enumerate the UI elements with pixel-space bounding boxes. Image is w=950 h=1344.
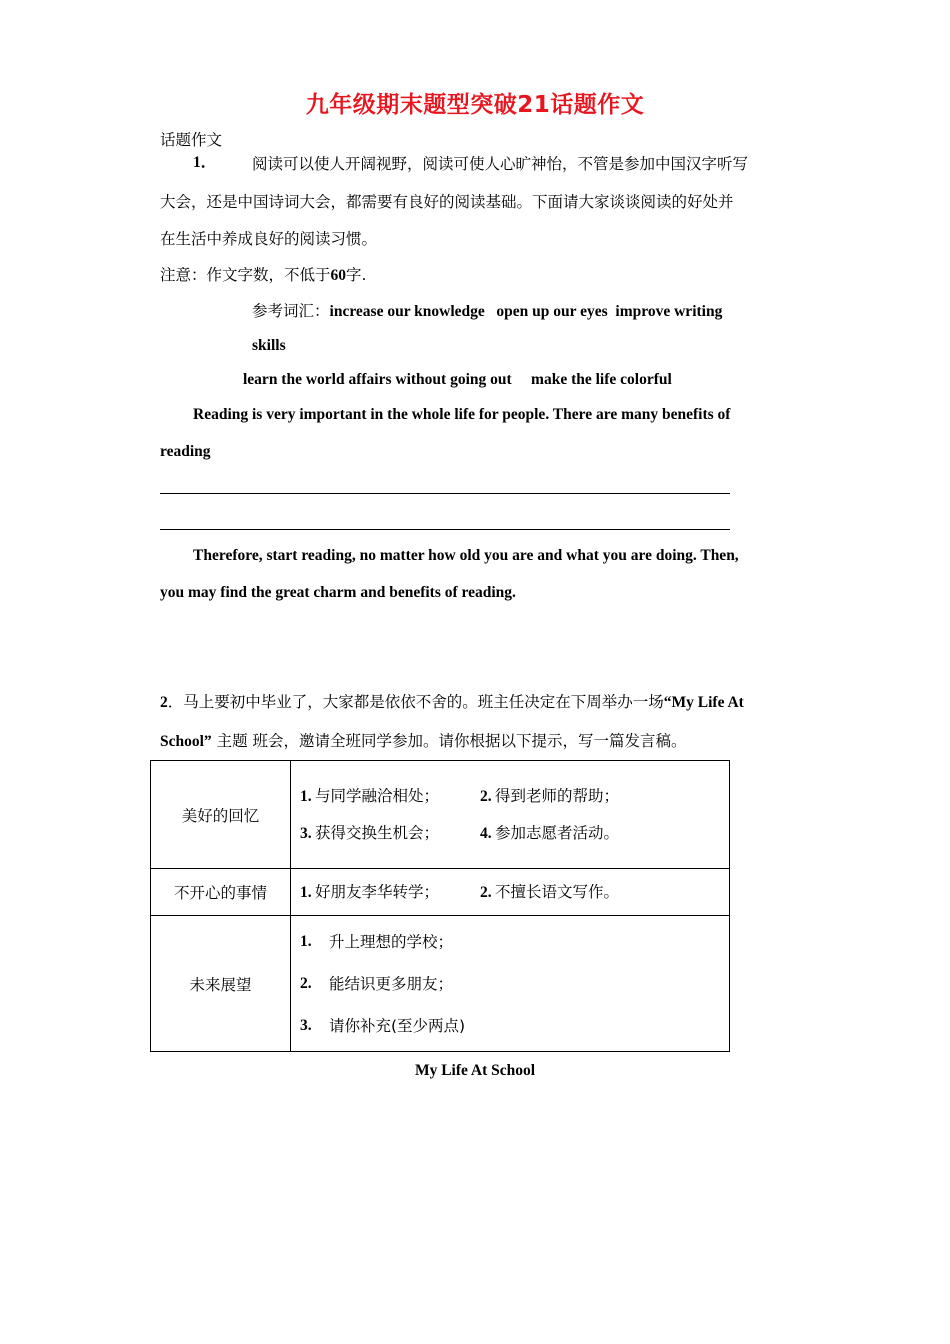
content-cell xyxy=(291,761,730,869)
q1-note-prefix: 注意：作文字数，不低于 xyxy=(160,266,331,284)
content-cell xyxy=(291,869,730,916)
item-number: 2. xyxy=(300,974,312,992)
item-number: 4. xyxy=(480,824,492,842)
q2-number: 2 xyxy=(160,694,168,711)
q2-intro-a: ．马上要初中毕业了，大家都是依依不舍的。班主任决定在下周举办一场 xyxy=(167,693,664,711)
q2-intro-b-zh: 主题 班会，邀请全班同学参加。请你根据以下提示，写一篇发言稿。 xyxy=(211,732,687,750)
q1-prompt-line-3: 在生活中养成良好的阅读习惯。 xyxy=(160,230,378,248)
content-cell xyxy=(291,916,730,1052)
item-number: 1. xyxy=(300,787,312,805)
content-line xyxy=(291,778,729,815)
table-row-future xyxy=(151,916,730,1052)
item-text: 升上理想的学校； xyxy=(329,932,454,951)
item-text: 好朋友李华转学； xyxy=(315,882,440,901)
item-number: 1. xyxy=(300,883,312,901)
q2-intro-quote: “My Life At xyxy=(663,694,744,711)
item-text: 参加志愿者活动。 xyxy=(495,823,620,842)
q1-end-line-1: Therefore, start reading, no matter how old you are and what you are doing. Then, xyxy=(193,547,739,564)
q1-start-line-1: Reading is very important in the whole life for people. There are many benefits of xyxy=(193,406,731,423)
table-row-memories xyxy=(151,761,730,869)
answer-line-1 xyxy=(160,493,730,494)
item-text: 获得交换生机会； xyxy=(315,823,440,842)
q1-vocab xyxy=(252,299,722,321)
item-number: 3. xyxy=(300,1016,312,1034)
q1-vocab-line-1: increase our knowledge open up our eyes improve writing xyxy=(329,303,723,320)
content-line xyxy=(291,963,729,1005)
q1-end-line-2: you may find the great charm and benefits of reading. xyxy=(160,584,516,601)
category-cell: 不开心的事情 xyxy=(151,869,291,916)
item-number: 2. xyxy=(480,883,492,901)
answer-line-2 xyxy=(160,529,730,530)
item-text: 请你补充(至少两点) xyxy=(329,1016,466,1035)
item-text: 与同学融洽相处； xyxy=(315,786,440,805)
table-row-unhappy xyxy=(151,869,730,916)
q1-prompt-line-1: 阅读可以使人开阔视野，阅读可使人心旷神怡，不管是参加中国汉字听写 xyxy=(252,155,749,173)
q1-note xyxy=(160,263,366,285)
q1-prompt-line-2: 大会，还是中国诗词大会，都需要有良好的阅读基础。下面请大家谈谈阅读的好处并 xyxy=(160,193,734,211)
item-number: 2. xyxy=(480,787,492,805)
page-title: 九年级期末题型突破21话题作文 xyxy=(305,92,645,118)
q1-vocab-line-2: skills xyxy=(252,337,286,354)
q1-start-line-2: reading xyxy=(160,443,211,460)
q1-number: 1． xyxy=(193,154,217,171)
content-line xyxy=(291,815,729,852)
q1-vocab-label: 参考词汇： xyxy=(252,302,330,320)
essay-title: My Life At School xyxy=(414,1062,536,1079)
item-number: 3. xyxy=(300,824,312,842)
content-line xyxy=(291,921,729,963)
q2-intro-line-2 xyxy=(160,729,687,751)
item-number: 1. xyxy=(300,932,312,950)
q2-intro-line-1 xyxy=(160,690,744,712)
outline-table xyxy=(150,760,730,1052)
content-line xyxy=(291,1005,729,1047)
q2-intro-b-en: School” xyxy=(160,733,212,750)
category-cell: 美好的回忆 xyxy=(151,761,291,869)
item-text: 不擅长语文写作。 xyxy=(495,882,620,901)
section-label: 话题作文 xyxy=(160,131,223,149)
q1-note-suffix: 字. xyxy=(346,266,367,284)
q1-note-number: 60 xyxy=(330,267,347,284)
item-text: 能结识更多朋友； xyxy=(329,974,454,993)
item-text: 得到老师的帮助； xyxy=(495,786,620,805)
category-cell: 未来展望 xyxy=(151,916,291,1052)
q1-vocab-line-3: learn the world affairs without going out make the life colorful xyxy=(243,371,672,388)
content-line xyxy=(291,874,729,911)
